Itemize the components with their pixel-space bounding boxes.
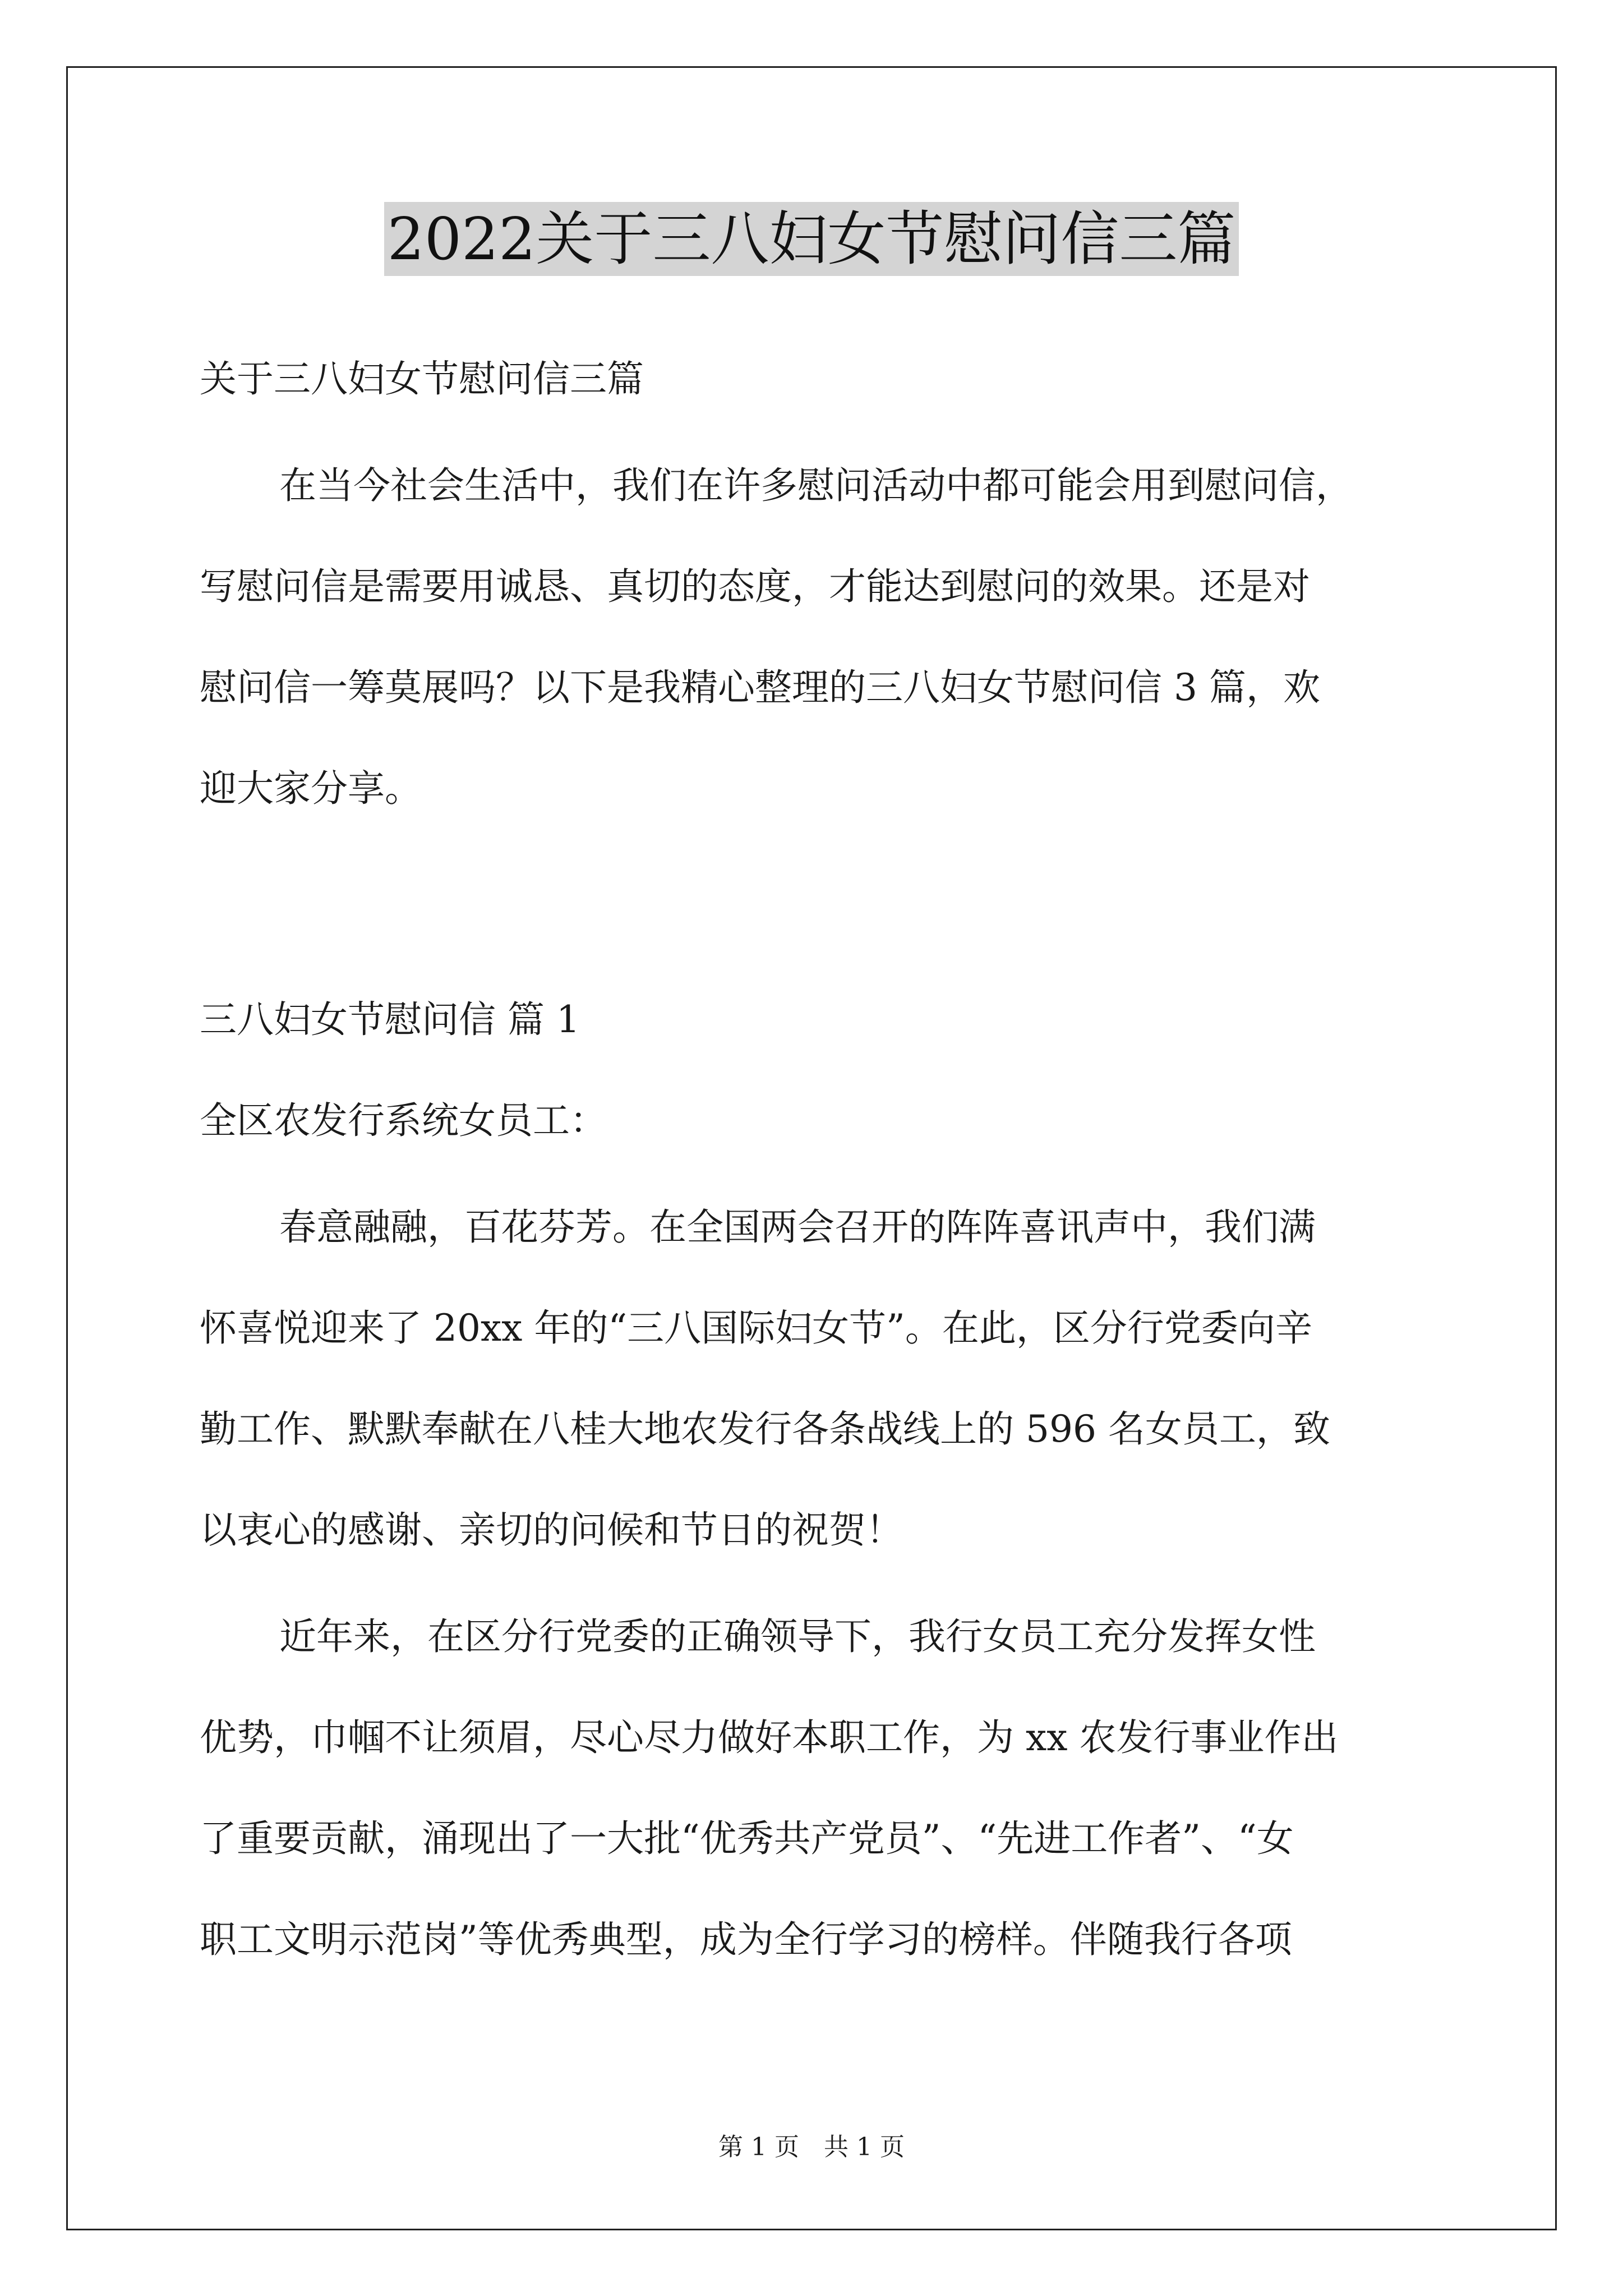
body-paragraph-line: 近年来，在区分行党委的正确领导下，我行女员工充分发挥女性 [279,1615,1316,1658]
body-paragraph-line: 勤工作、默默奉献在八桂大地农发行各条战线上的 596 名女员工，致 [200,1407,1330,1451]
intro-paragraph-line: 写慰问信是需要用诚恳、真切的态度，才能达到慰问的效果。还是对 [200,565,1310,608]
salutation: 全区农发行系统女员工： [200,1099,607,1142]
intro-paragraph-line: 迎大家分享。 [200,767,422,810]
title-container [0,202,1623,276]
section-heading: 三八妇女节慰问信 篇 1 [200,998,580,1041]
body-paragraph-line: 了重要贡献，涌现出了一大批“优秀共产党员”、“先进工作者”、“女 [200,1817,1294,1860]
document-title: 2022关于三八妇女节慰问信三篇 [384,202,1239,276]
body-paragraph-line: 优势，巾帼不让须眉，尽心尽力做好本职工作，为 xx 农发行事业作出 [200,1716,1339,1759]
body-paragraph-line: 春意融融，百花芬芳。在全国两会召开的阵阵喜讯声中，我们满 [279,1205,1316,1249]
body-paragraph-line: 怀喜悦迎来了 20xx 年的“三八国际妇女节”。在此，区分行党委向辛 [200,1306,1312,1350]
body-paragraph-line: 职工文明示范岗”等优秀典型，成为全行学习的榜样。伴随我行各项 [200,1918,1292,1961]
subtitle-line: 关于三八妇女节慰问信三篇 [200,357,644,401]
page-footer: 第 1 页 共 1 页 [718,2133,905,2161]
body-paragraph-line: 以衷心的感谢、亲切的问候和节日的祝贺！ [200,1508,903,1552]
intro-paragraph-line: 慰问信一筹莫展吗？以下是我精心整理的三八妇女节慰问信 3 篇，欢 [200,666,1320,709]
intro-paragraph-line: 在当今社会生活中，我们在许多慰问活动中都可能会用到慰问信， [279,464,1353,507]
